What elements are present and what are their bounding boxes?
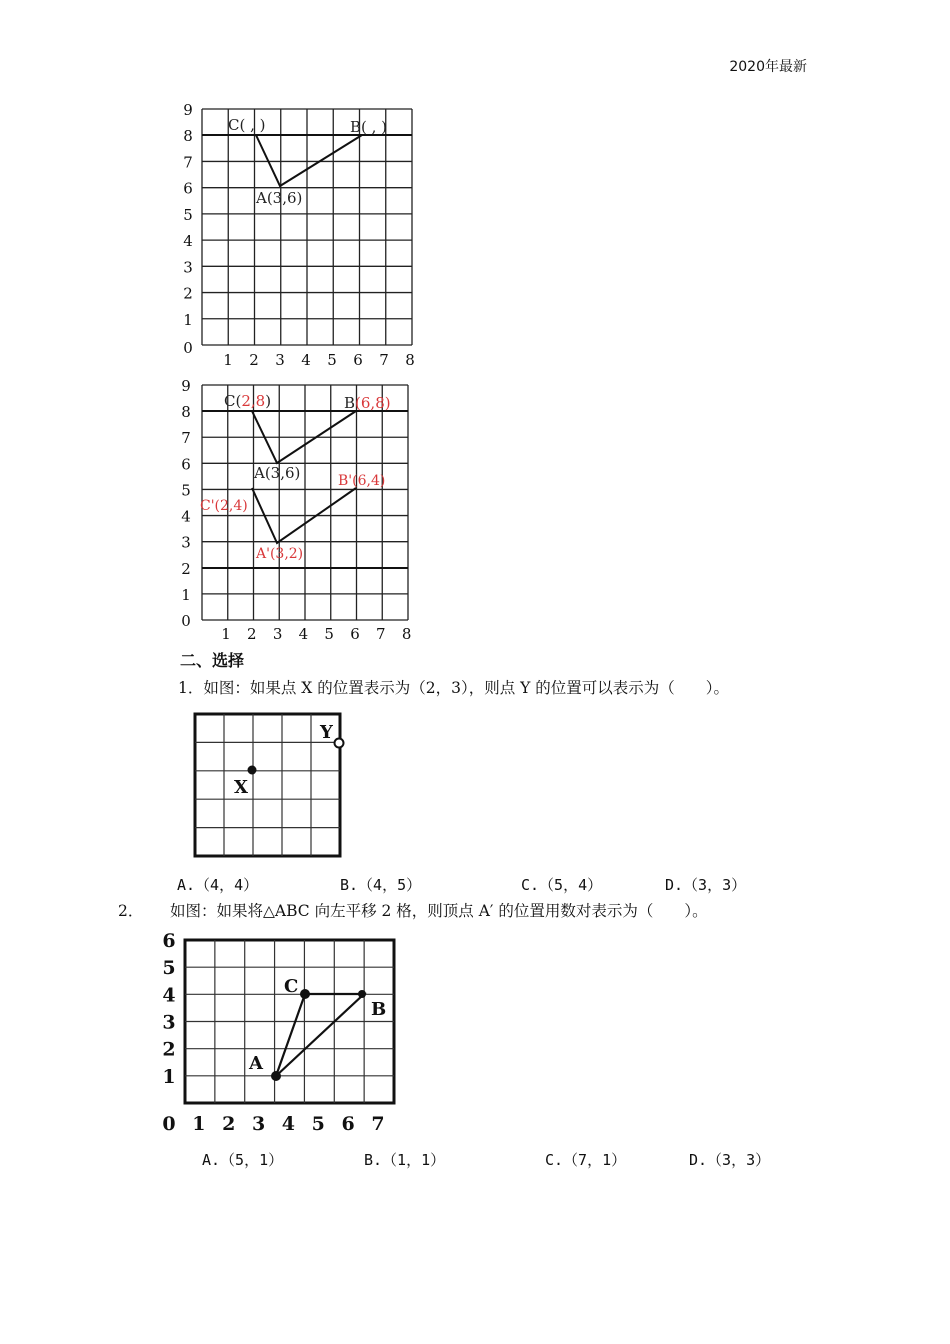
label-x: X [234, 777, 248, 798]
y-tick-label: 5 [181, 481, 191, 500]
label-c: C(2,8) [224, 392, 272, 410]
x-tick-label: 4 [281, 1113, 296, 1135]
x-tick-label: 1 [223, 351, 233, 369]
grid-figure-2 [176, 375, 428, 645]
x-tick-label: 2 [249, 351, 259, 369]
y-tick-label: 6 [183, 179, 193, 198]
q2-option-b[interactable]: B.（1，1） [364, 1151, 446, 1169]
x-tick-label: 8 [401, 625, 412, 643]
page-header: 2020年最新 [729, 59, 807, 75]
y-tick-label: 2 [183, 284, 193, 303]
x-tick-label: 2 [222, 1113, 236, 1135]
label-b-prime: B'(6,4) [338, 473, 386, 489]
x-tick-label: 3 [272, 625, 283, 643]
y-tick-label: 6 [181, 455, 191, 474]
x-tick-label: 3 [251, 1113, 266, 1135]
label-b: B( , ) [350, 118, 388, 136]
y-tick-label: 1 [183, 310, 193, 329]
y-tick-label: 1 [162, 1065, 176, 1088]
x-tick-label: 7 [376, 625, 386, 643]
y-tick-label: 5 [183, 205, 193, 224]
q1-option-d[interactable]: D.（3，3） [665, 876, 747, 894]
y-tick-label: 8 [183, 127, 193, 146]
y-tick-label: 3 [183, 258, 193, 277]
grid-figure-1 [176, 97, 418, 371]
x-tick-label: 8 [405, 351, 415, 369]
label-c: C( , ) [228, 116, 266, 134]
section-heading: 二、选择 [180, 651, 245, 670]
label-a: A(3,6) [254, 464, 301, 482]
y-tick-label: 0 [183, 339, 193, 357]
origin-label: 0 [162, 1113, 176, 1135]
label-b: B [371, 999, 387, 1020]
y-tick-label: 4 [181, 507, 191, 526]
y-tick-label: 2 [181, 559, 191, 578]
y-tick-label: 5 [162, 957, 176, 980]
x-tick-label: 1 [221, 625, 231, 643]
label-a: A [249, 1053, 263, 1074]
label-b: B(6,8) [344, 394, 391, 412]
y-tick-label: 6 [162, 930, 176, 952]
grid-figure-q2 [143, 926, 421, 1141]
vertex-c [300, 989, 310, 999]
label-a-prime: A'(3,2) [256, 546, 304, 562]
label-y: Y [320, 722, 333, 743]
point-y [335, 739, 344, 748]
triangle-abc [276, 994, 364, 1076]
x-tick-label: 5 [311, 1113, 325, 1135]
question-2-number: 2． [118, 902, 144, 920]
y-tick-label: 3 [162, 1011, 176, 1034]
q1-option-b[interactable]: B.（4，5） [340, 876, 422, 894]
y-tick-label: 7 [183, 153, 193, 172]
y-tick-label: 9 [181, 377, 191, 395]
vertex-a [271, 1071, 281, 1081]
x-tick-label: 4 [301, 351, 311, 369]
x-tick-label: 5 [324, 625, 334, 643]
y-tick-label: 4 [162, 984, 176, 1007]
y-tick-label: 2 [162, 1038, 176, 1061]
x-tick-label: 6 [353, 351, 363, 369]
q1-option-a[interactable]: A.（4，4） [177, 876, 259, 894]
q1-option-c[interactable]: C.（5，4） [521, 876, 603, 894]
q2-option-c[interactable]: C.（7，1） [545, 1151, 627, 1169]
vertex-b [358, 990, 366, 998]
label-c: C [284, 976, 299, 997]
x-tick-label: 5 [327, 351, 337, 369]
x-tick-label: 7 [379, 351, 389, 369]
y-tick-label: 9 [183, 101, 193, 119]
q2-option-a[interactable]: A.（5，1） [202, 1151, 284, 1169]
x-tick-label: 4 [298, 625, 309, 643]
x-tick-label: 7 [371, 1113, 385, 1135]
y-tick-label: 4 [183, 232, 193, 251]
question-2-text: 如图：如果将△ABC 向左平移 2 格，则顶点 A′ 的位置用数对表示为（ ）。 [170, 902, 708, 920]
grid-figure-q1 [182, 700, 354, 870]
x-tick-label: 1 [192, 1113, 206, 1135]
triangle-abc [256, 135, 362, 186]
q2-option-d[interactable]: D.（3，3） [689, 1151, 771, 1169]
label-a: A(3,6) [256, 189, 303, 207]
y-tick-label: 3 [181, 533, 191, 552]
y-tick-label: 8 [181, 403, 191, 422]
point-x [248, 766, 257, 775]
y-tick-label: 1 [181, 585, 191, 604]
label-c-prime: C'(2,4) [200, 498, 248, 514]
x-tick-label: 6 [341, 1113, 355, 1135]
x-tick-label: 3 [275, 351, 285, 369]
y-tick-label: 0 [181, 612, 191, 630]
x-tick-label: 6 [350, 625, 360, 643]
y-tick-label: 7 [181, 429, 191, 448]
question-1-text: 1．如图：如果点 X 的位置表示为（2，3），则点 Y 的位置可以表示为（ ）。 [178, 679, 730, 697]
x-tick-label: 2 [247, 625, 257, 643]
